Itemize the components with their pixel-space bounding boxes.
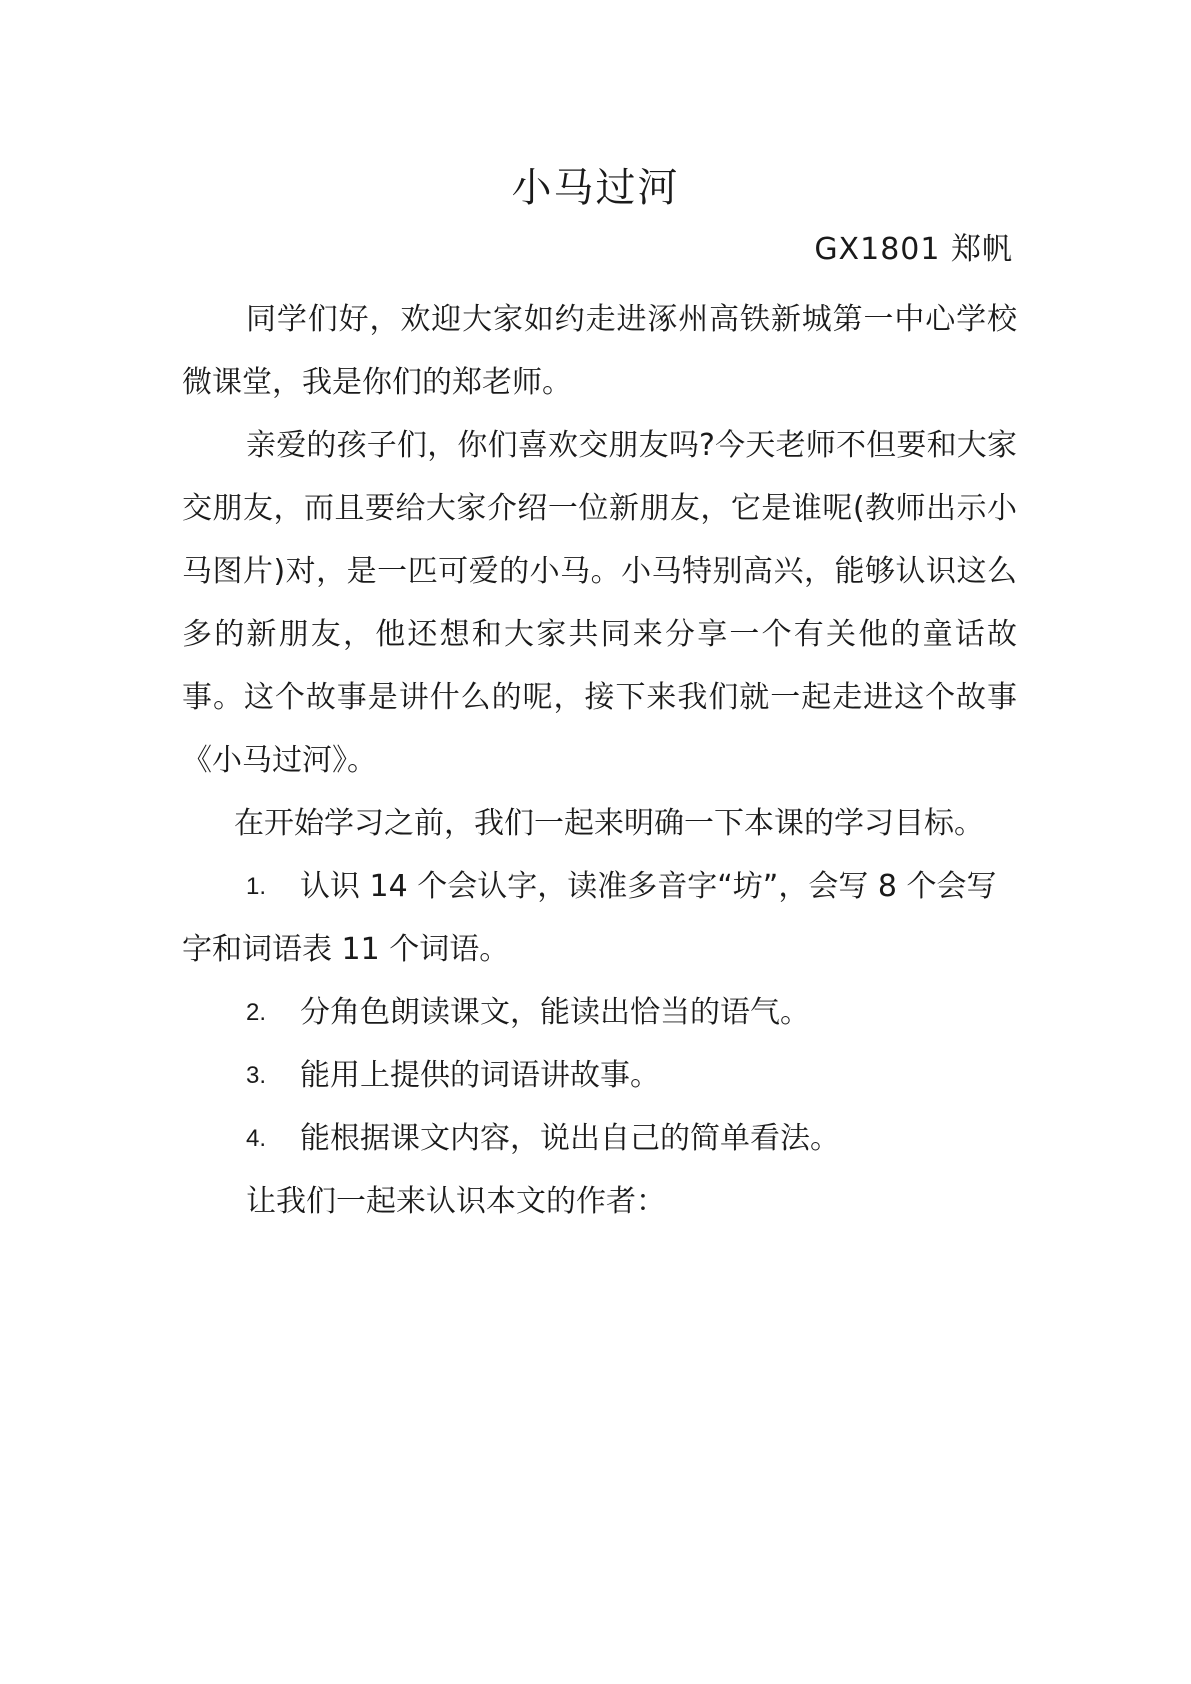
objective-text: 能根据课文内容，说出自己的简单看法。 xyxy=(300,1121,840,1156)
document-title: 小马过河 xyxy=(511,165,680,211)
closing-paragraph: 让我们一起来认识本文的作者： xyxy=(246,1184,666,1219)
document-body xyxy=(182,288,1017,1233)
objective-item xyxy=(182,1107,1017,1170)
objective-item xyxy=(182,855,1017,981)
objectives-intro-paragraph: 在开始学习之前，我们一起来明确一下本课的学习目标。 xyxy=(234,806,984,841)
author-line: GX1801 郑帆 xyxy=(814,232,1013,267)
objective-item xyxy=(182,981,1017,1044)
greeting-paragraph: 同学们好，欢迎大家如约走进涿州高铁新城第一中心学校微课堂，我是你们的郑老师。 xyxy=(182,302,1017,400)
objective-text: 认识 14 个会认字，读准多音字“坊”，会写 8 个会写字和词语表 11 个词语。 xyxy=(182,869,997,967)
learning-objectives-list xyxy=(182,855,1017,1170)
introduction-paragraph: 亲爱的孩子们，你们喜欢交朋友吗?今天老师不但要和大家交朋友，而且要给大家介绍一位新朋友，它是谁呢(教师出示小马图片)对，是一匹可爱的小马。小马特别高兴，能够认识这么多的新朋友，他还想和大家共同来分享一个有关他的童话故事。这个故事是讲什么的呢，接下来我们就一起走进这个故事《小马过河》。 xyxy=(182,428,1017,778)
objective-number: 1. xyxy=(246,873,267,900)
objective-number: 2. xyxy=(246,999,267,1026)
objective-item xyxy=(182,1044,1017,1107)
objective-text: 分角色朗读课文，能读出恰当的语气。 xyxy=(300,995,810,1030)
objective-text: 能用上提供的词语讲故事。 xyxy=(300,1058,660,1093)
objective-number: 4. xyxy=(246,1125,267,1152)
objective-number: 3. xyxy=(246,1062,267,1089)
